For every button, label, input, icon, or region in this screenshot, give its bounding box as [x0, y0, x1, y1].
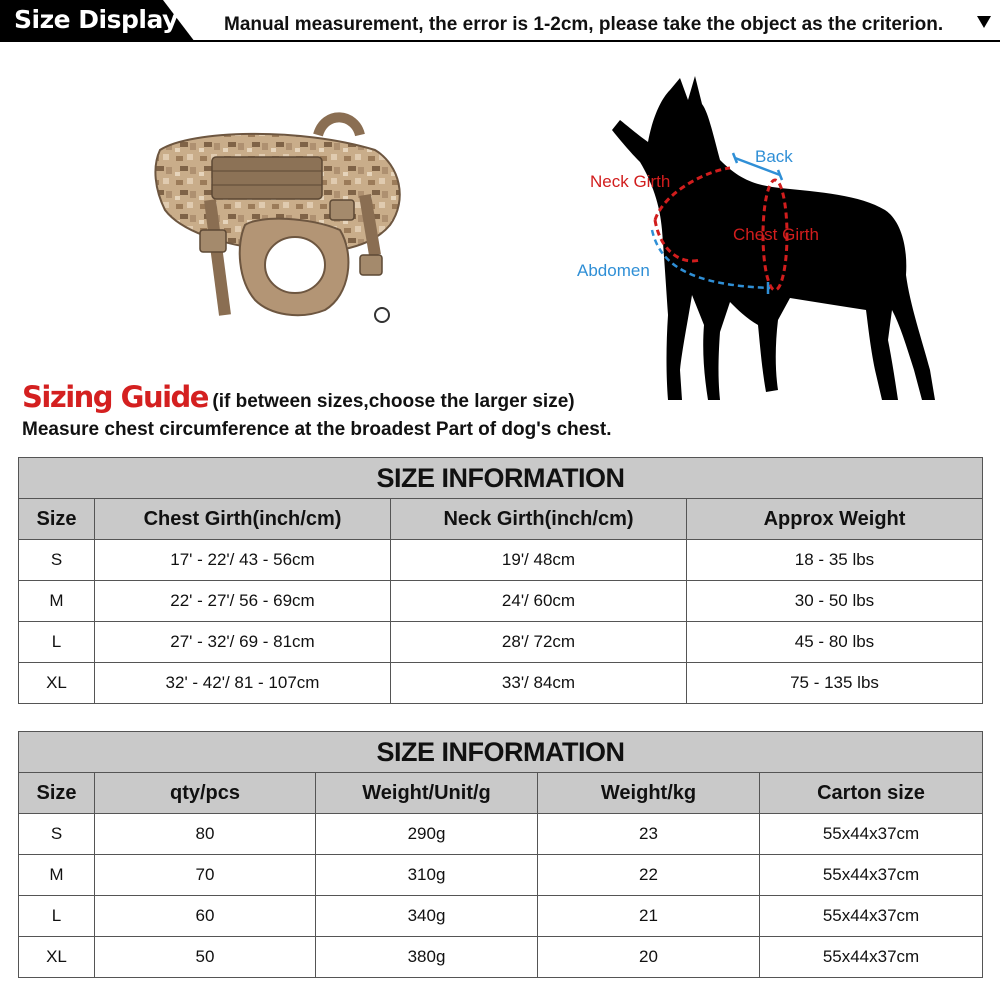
column-header: Approx Weight — [687, 499, 983, 540]
table-cell: 60 — [95, 896, 316, 937]
table-cell: S — [19, 540, 95, 581]
table-title: SIZE INFORMATION — [19, 732, 983, 773]
table-cell: 55x44x37cm — [760, 937, 983, 978]
sizing-guide-title: Sizing Guide — [22, 380, 208, 414]
table-cell: 17' - 22'/ 43 - 56cm — [95, 540, 391, 581]
table-cell: 340g — [316, 896, 538, 937]
size-information-table — [18, 457, 983, 704]
table-cell: 18 - 35 lbs — [687, 540, 983, 581]
column-header: Size — [19, 773, 95, 814]
table-cell: 380g — [316, 937, 538, 978]
column-header: qty/pcs — [95, 773, 316, 814]
table-cell: M — [19, 855, 95, 896]
table-row — [19, 663, 983, 704]
table-cell: 24'/ 60cm — [391, 581, 687, 622]
abdomen-label: Abdomen — [577, 261, 650, 280]
table-cell: L — [19, 622, 95, 663]
column-header: Weight/kg — [538, 773, 760, 814]
table-cell: 27' - 32'/ 69 - 81cm — [95, 622, 391, 663]
table-cell: 45 - 80 lbs — [687, 622, 983, 663]
table-cell: L — [19, 896, 95, 937]
table-row — [19, 855, 983, 896]
triangle-down-icon — [977, 16, 991, 28]
back-label: Back — [755, 147, 793, 166]
table-cell: 30 - 50 lbs — [687, 581, 983, 622]
table-cell: 23 — [538, 814, 760, 855]
table-row — [19, 937, 983, 978]
table-cell: S — [19, 814, 95, 855]
table-cell: 19'/ 48cm — [391, 540, 687, 581]
table-cell: 70 — [95, 855, 316, 896]
table-cell: 80 — [95, 814, 316, 855]
table-cell: XL — [19, 663, 95, 704]
table-cell: 310g — [316, 855, 538, 896]
sizing-guide-note: (if between sizes,choose the larger size) — [212, 391, 575, 412]
table-cell: 75 - 135 lbs — [687, 663, 983, 704]
column-header: Size — [19, 499, 95, 540]
size-display-title: Size Display — [14, 5, 178, 34]
table-cell: 55x44x37cm — [760, 855, 983, 896]
table-cell: 33'/ 84cm — [391, 663, 687, 704]
table-cell: 21 — [538, 896, 760, 937]
table-cell: M — [19, 581, 95, 622]
table-row — [19, 581, 983, 622]
table-title: SIZE INFORMATION — [19, 458, 983, 499]
table-cell: 22' - 27'/ 56 - 69cm — [95, 581, 391, 622]
table-cell: XL — [19, 937, 95, 978]
neck-girth-label: Neck Girth — [590, 172, 671, 191]
table-cell: 32' - 42'/ 81 - 107cm — [95, 663, 391, 704]
table-row — [19, 622, 983, 663]
table-row — [19, 540, 983, 581]
header-rule — [190, 40, 1000, 42]
chest-girth-label: Chest Girth — [733, 225, 819, 244]
table-cell: 290g — [316, 814, 538, 855]
column-header: Neck Girth(inch/cm) — [391, 499, 687, 540]
column-header: Carton size — [760, 773, 983, 814]
measurement-note: Manual measurement, the error is 1-2cm, please take the object as the criterion. — [224, 14, 944, 35]
table-cell: 22 — [538, 855, 760, 896]
column-header: Weight/Unit/g — [316, 773, 538, 814]
packing-information-table — [18, 731, 983, 978]
table-cell: 28'/ 72cm — [391, 622, 687, 663]
table-row — [19, 814, 983, 855]
dog-measurement-diagram — [570, 70, 940, 410]
table-cell: 20 — [538, 937, 760, 978]
table-cell: 55x44x37cm — [760, 896, 983, 937]
harness-image — [150, 105, 430, 340]
table-cell: 50 — [95, 937, 316, 978]
column-header: Chest Girth(inch/cm) — [95, 499, 391, 540]
table-row — [19, 896, 983, 937]
sizing-guide — [22, 380, 575, 414]
table-cell: 55x44x37cm — [760, 814, 983, 855]
sizing-guide-instruction: Measure chest circumference at the broadest Part of dog's chest. — [22, 419, 612, 440]
